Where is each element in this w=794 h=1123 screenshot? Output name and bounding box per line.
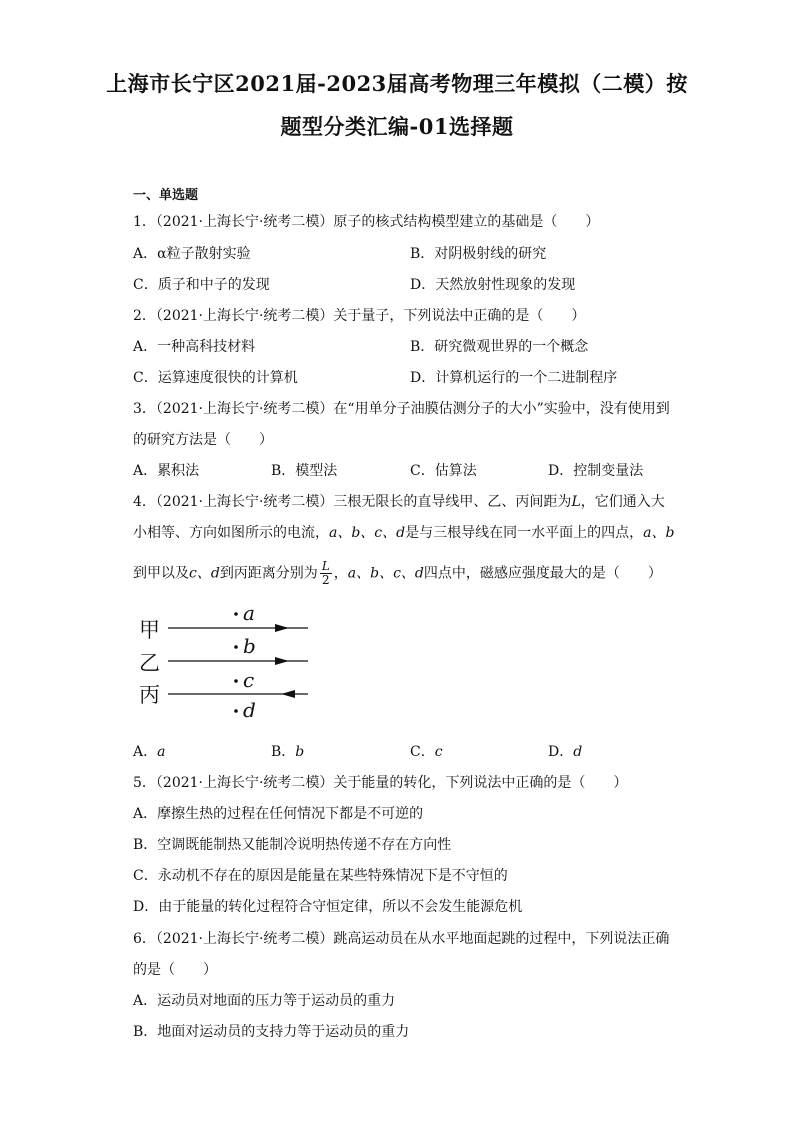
q4-stem-line3 (133, 560, 662, 587)
q3-stem-line1: 3．（2021·上海长宁·统考二模）在“用单分子油膜估测分子的大小”实验中，没有使用到 (133, 401, 670, 417)
q1-option-b: B．对阴极射线的研究 (410, 246, 547, 262)
q3-option-b: B．模型法 (271, 463, 338, 479)
q5-option-c: C．永动机不存在的原因是能量在某些特殊情况下是不守恒的 (133, 868, 508, 884)
arrow-right-icon (275, 657, 289, 665)
q4-stem3d-text: 四点中，磁感应强度最大的是（ ） (423, 565, 662, 582)
q4-option-c-var: c (434, 744, 443, 760)
q4-var-cd: c、d (189, 565, 220, 582)
point-a-dot (234, 612, 238, 616)
q3-stem-line2: 的研究方法是（ ） (133, 432, 273, 448)
q6-option-a: A．运动员对地面的压力等于运动员的重力 (133, 993, 396, 1009)
point-a-label: a (243, 601, 255, 625)
q4-stem1-text: 4．（2021·上海长宁·统考二模）三根无限长的直导线甲、乙、丙间距为 (133, 494, 572, 510)
q4-option-b-var: b (295, 744, 305, 760)
q4-var-abcd-2: a、b、c、d (347, 565, 424, 582)
q6-stem-line2: 的是（ ） (133, 962, 217, 978)
q4-var-ab: a、b (643, 525, 675, 541)
q4-option-d-var: d (573, 744, 583, 760)
q4-wire-figure (133, 600, 323, 725)
q4-fraction-l-over-2 (320, 560, 332, 587)
point-d-dot (234, 709, 238, 713)
q4-var-abcd: a、b、c、d (329, 525, 406, 541)
q4-option-d (548, 742, 582, 762)
q4-option-d-prefix: D． (548, 744, 574, 760)
q4-stem-line1 (133, 492, 665, 512)
q4-frac-num: L (321, 559, 330, 573)
q4-stem3c-text: ， (333, 565, 348, 582)
doc-title-line2: 题型分类汇编-01选择题 (280, 114, 514, 139)
q3-option-a: A．累积法 (133, 463, 200, 479)
q2-option-c: C．运算速度很快的计算机 (133, 370, 298, 386)
q2-option-b: B．研究微观世界的一个概念 (410, 339, 589, 355)
point-c-dot (234, 679, 238, 683)
q5-stem: 5．（2021·上海长宁·统考二模）关于能量的转化，下列说法中正确的是（ ） (133, 775, 628, 791)
q4-option-a-var: a (157, 744, 166, 760)
q4-stem1b-text: ，它们通入大 (580, 494, 665, 510)
point-c-label: c (243, 668, 255, 692)
wire-label-yi: 乙 (139, 651, 160, 675)
q4-option-a (133, 742, 165, 762)
q4-stem2b-text: 是与三根导线在同一水平面上的四点， (405, 525, 644, 541)
q4-option-b-prefix: B． (271, 744, 296, 760)
q4-stem3b-text: 到丙距离分别为 (219, 565, 318, 582)
wire-label-bing: 丙 (139, 683, 160, 707)
wire-label-jia: 甲 (139, 618, 160, 642)
q5-option-b: B．空调既能制热又能制冷说明热传递不存在方向性 (133, 837, 452, 853)
q4-option-c-prefix: C． (410, 744, 435, 760)
q3-option-c: C．估算法 (410, 463, 477, 479)
doc-title-line1: 上海市长宁区2021届-2023届高考物理三年模拟（二模）按 (106, 71, 688, 96)
arrow-right-icon (275, 624, 289, 632)
point-b-label: b (243, 634, 256, 658)
q4-var-l: L (571, 494, 581, 510)
point-d-label: d (243, 698, 256, 722)
q5-option-a: A．摩擦生热的过程在任何情况下都是不可逆的 (133, 806, 424, 822)
q2-option-d: D．计算机运行的一个二进制程序 (410, 370, 618, 386)
section-heading: 一、单选题 (133, 188, 199, 203)
q3-option-d: D．控制变量法 (548, 463, 644, 479)
q4-option-b (271, 742, 304, 762)
q4-option-c (410, 742, 443, 762)
q6-option-b: B．地面对运动员的支持力等于运动员的重力 (133, 1024, 410, 1040)
q1-option-c: C．质子和中子的发现 (133, 277, 270, 293)
q2-option-a: A．一种高科技材料 (133, 339, 256, 355)
q4-stem2a-text: 小相等、方向如图所示的电流， (133, 525, 329, 541)
q1-option-d: D．天然放射性现象的发现 (410, 277, 576, 293)
q4-option-a-prefix: A． (133, 744, 158, 760)
q5-option-d: D．由于能量的转化过程符合守恒定律，所以不会发生能源危机 (133, 899, 523, 915)
point-b-dot (234, 645, 238, 649)
q4-stem-line2 (133, 523, 674, 543)
q4-stem3a-text: 到甲以及 (133, 565, 189, 582)
q4-frac-den: 2 (321, 573, 330, 587)
q2-stem: 2．（2021·上海长宁·统考二模）关于量子，下列说法中正确的是（ ） (133, 308, 586, 324)
q1-stem: 1．（2021·上海长宁·统考二模）原子的核式结构模型建立的基础是（ ） (133, 214, 600, 230)
q1-option-a: A．α粒子散射实验 (133, 246, 251, 262)
arrow-left-icon (281, 690, 295, 698)
q6-stem-line1: 6．（2021·上海长宁·统考二模）跳高运动员在从水平地面起跳的过程中，下列说法正确 (133, 931, 670, 947)
